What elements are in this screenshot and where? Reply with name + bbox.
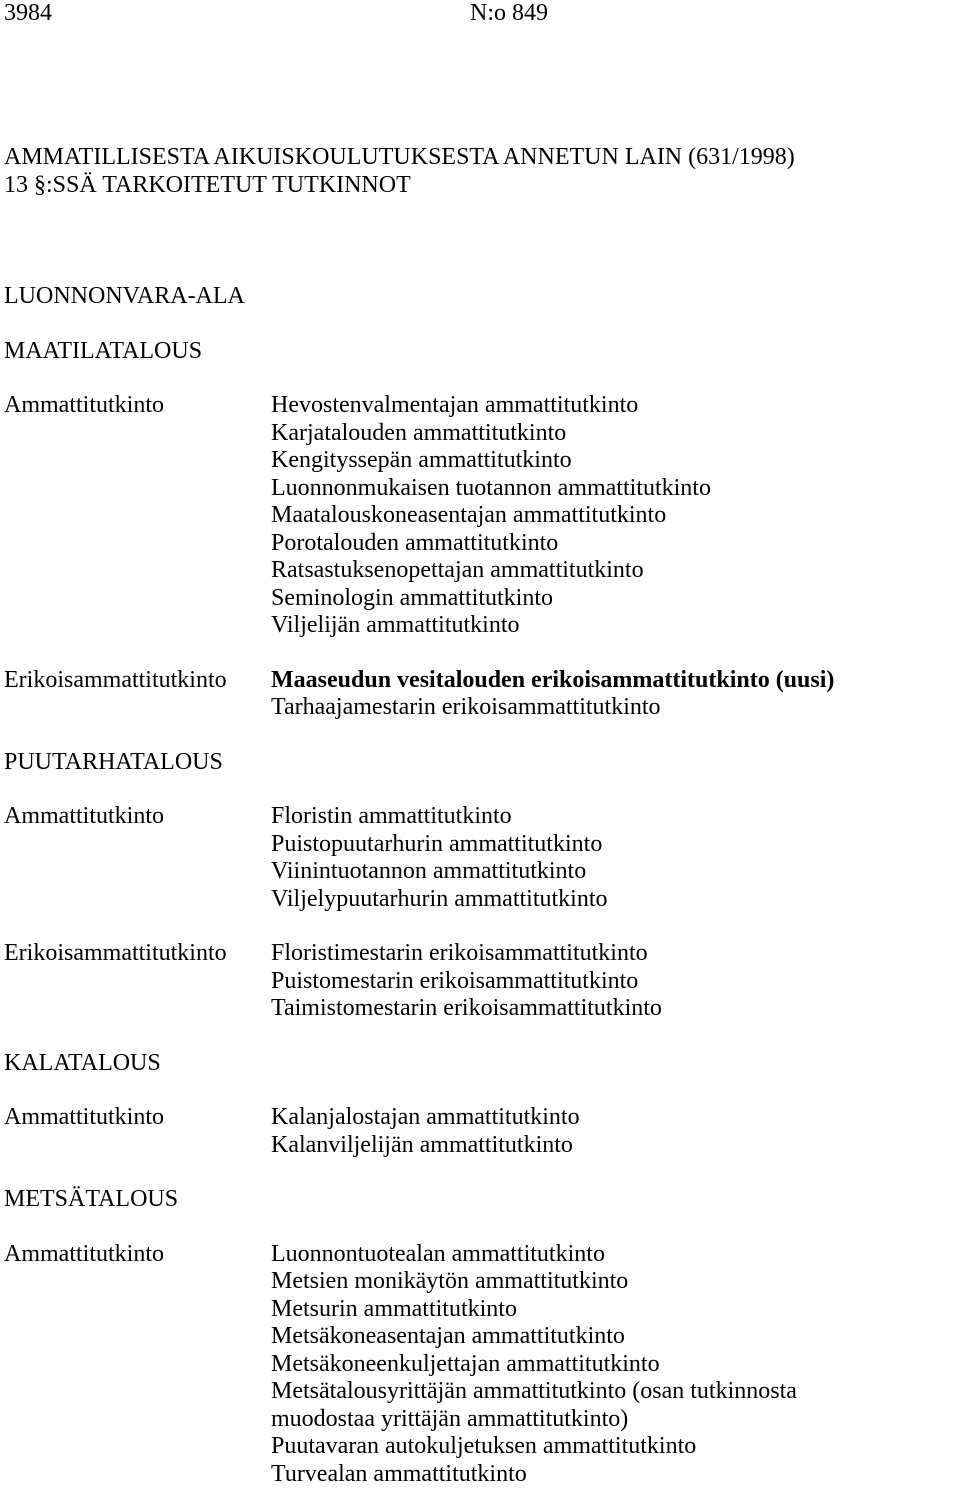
group-label: Ammattitutkinto bbox=[4, 803, 164, 829]
qualification-item: Porotalouden ammattitutkinto bbox=[271, 529, 559, 556]
group-label: Ammattitutkinto bbox=[4, 1104, 164, 1130]
qualification-item: Viljelypuutarhurin ammattitutkinto bbox=[271, 885, 608, 912]
qualification-group bbox=[4, 1104, 954, 1159]
qualification-items bbox=[271, 940, 954, 1023]
qualification-item: Maatalouskoneasentajan ammattitutkinto bbox=[271, 502, 667, 528]
qualification-items bbox=[271, 803, 954, 913]
qualifications-list bbox=[4, 283, 954, 1488]
qualification-item: Tarhaajamestarin erikoisammattitutkinto bbox=[271, 694, 661, 720]
qualification-item: Kengityssepän ammattitutkinto bbox=[271, 447, 572, 473]
document-title bbox=[4, 144, 954, 199]
qualification-item: Luonnonmukaisen tuotannon ammattitutkinto bbox=[271, 474, 711, 501]
group-label: Ammattitutkinto bbox=[4, 1240, 164, 1267]
qualification-items bbox=[271, 667, 954, 722]
qualification-item: Luonnontuotealan ammattitutkinto bbox=[271, 1240, 605, 1267]
field-heading: LUONNONVARA-ALA bbox=[4, 283, 245, 309]
qualification-items bbox=[271, 392, 954, 640]
qualification-group bbox=[4, 667, 954, 722]
qualification-item: Puistopuutarhurin ammattitutkinto bbox=[271, 830, 603, 857]
qualification-item-new: Maaseudun vesitalouden erikoisammattitutkinto (uusi) bbox=[271, 666, 835, 693]
qualification-item: Viljelijän ammattitutkinto bbox=[271, 612, 520, 638]
qualification-item: Kalanjalostajan ammattitutkinto bbox=[271, 1104, 580, 1130]
qualification-item: Ratsastuksenopettajan ammattitutkinto bbox=[271, 557, 644, 583]
sector-heading: PUUTARHATALOUS bbox=[4, 748, 223, 775]
qualification-item: Turvealan ammattitutkinto bbox=[271, 1460, 527, 1487]
qualification-item: Seminologin ammattitutkinto bbox=[271, 584, 553, 611]
group-label: Erikoisammattitutkinto bbox=[4, 666, 227, 693]
qualification-group bbox=[4, 1241, 954, 1489]
qualification-items bbox=[271, 1241, 954, 1489]
sector-heading: KALATALOUS bbox=[4, 1049, 161, 1076]
qualification-item: Metsien monikäytön ammattitutkinto bbox=[271, 1268, 629, 1294]
qualification-item: Metsäkoneasentajan ammattitutkinto bbox=[271, 1323, 625, 1349]
qualification-item: Kalanviljelijän ammattitutkinto bbox=[271, 1131, 573, 1158]
page-number: 3984 bbox=[4, 0, 52, 26]
qualification-item: Metsurin ammattitutkinto bbox=[271, 1295, 517, 1322]
qualification-group bbox=[4, 392, 954, 640]
qualification-item: Taimistomestarin erikoisammattitutkinto bbox=[271, 995, 662, 1021]
qualification-item: Floristin ammattitutkinto bbox=[271, 803, 512, 829]
qualification-group bbox=[4, 940, 954, 1023]
qualification-item: Viinintuotannon ammattitutkinto bbox=[271, 858, 587, 884]
qualification-item: Puutavaran autokuljetuksen ammattitutkinto bbox=[271, 1433, 697, 1459]
qualification-item: Metsäkoneenkuljettajan ammattitutkinto bbox=[271, 1350, 660, 1377]
group-label: Ammattitutkinto bbox=[4, 392, 164, 418]
qualification-item: Floristimestarin erikoisammattitutkinto bbox=[271, 940, 648, 966]
page-header bbox=[4, 0, 954, 30]
sector-heading: MAATILATALOUS bbox=[4, 337, 203, 364]
group-label: Erikoisammattitutkinto bbox=[4, 940, 227, 966]
sector-heading: METSÄTALOUS bbox=[4, 1186, 179, 1212]
qualification-items bbox=[271, 1104, 954, 1159]
qualification-item: Karjatalouden ammattitutkinto bbox=[271, 419, 567, 446]
qualification-item: Metsätalousyrittäjän ammattitutkinto (osan tutkinnosta muodostaa yrittäjän ammattitutkinto) bbox=[271, 1378, 797, 1432]
issue-number: N:o 849 bbox=[470, 0, 548, 26]
document-title-line-2: 13 §:SSÄ TARKOITETUT TUTKINNOT bbox=[4, 171, 411, 198]
document-title-line-1: AMMATILLISESTA AIKUISKOULUTUKSESTA ANNETUN LAIN (631/1998) bbox=[4, 144, 795, 170]
qualification-group bbox=[4, 803, 954, 913]
qualification-item: Hevostenvalmentajan ammattitutkinto bbox=[271, 392, 639, 418]
qualification-item: Puistomestarin erikoisammattitutkinto bbox=[271, 967, 639, 994]
